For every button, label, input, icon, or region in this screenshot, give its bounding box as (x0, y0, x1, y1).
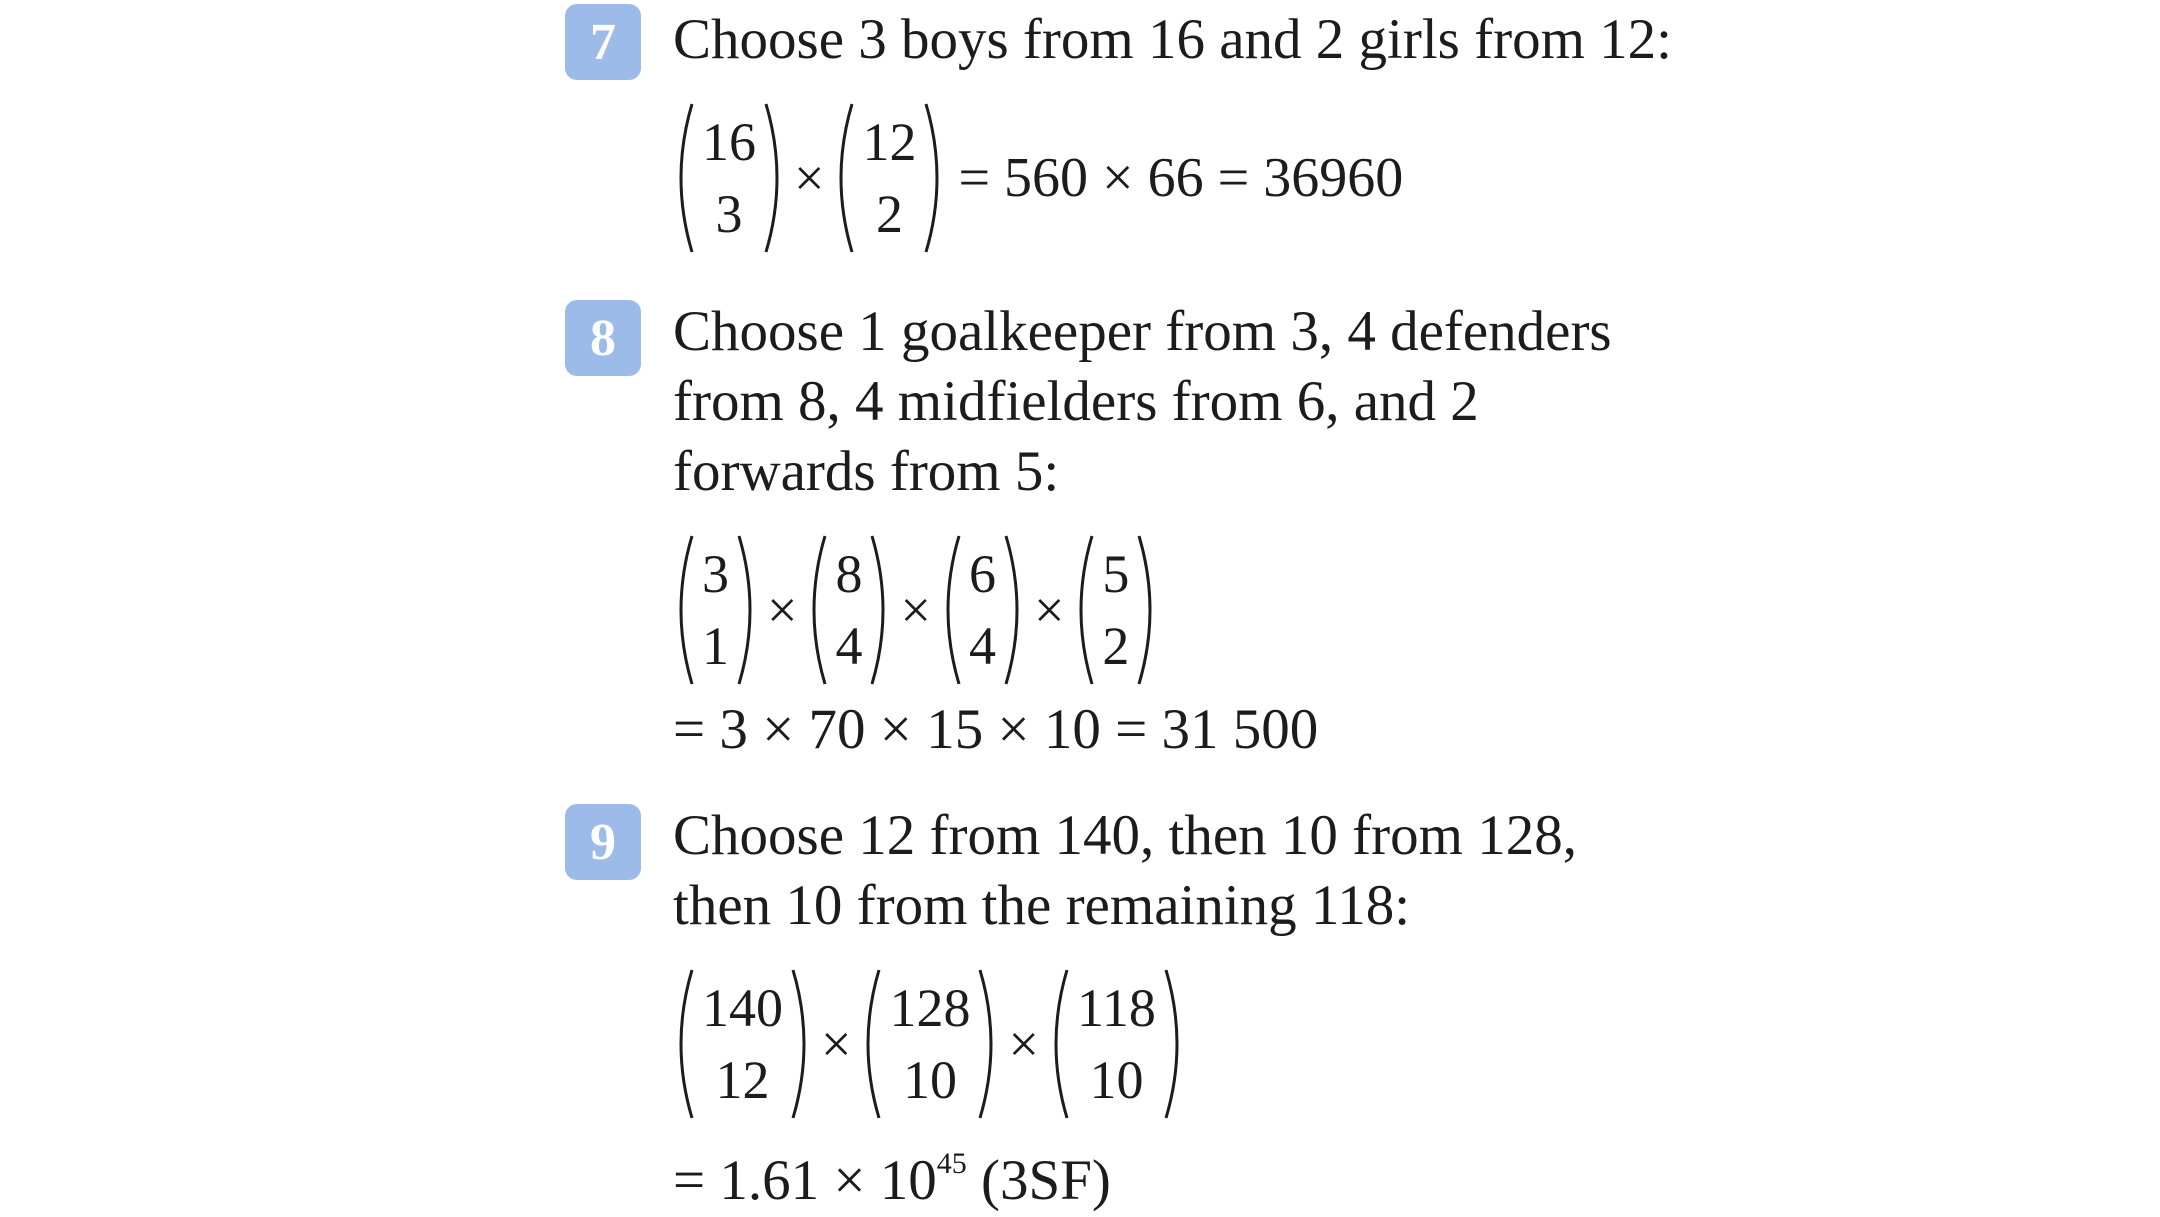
binomial-bottom: 2 (875, 184, 903, 244)
binomial-top: 3 (702, 544, 729, 604)
times-symbol: × (821, 1014, 852, 1074)
binomial (668, 100, 790, 256)
left-paren (668, 532, 696, 688)
problem-number-badge: 8 (565, 300, 641, 376)
binomial-top: 5 (1102, 544, 1130, 604)
binomial-top: 128 (889, 978, 971, 1038)
binomial-top: 8 (835, 544, 863, 604)
problem-number-badge: 9 (565, 804, 641, 880)
right-paren (868, 532, 896, 688)
right-paren (922, 100, 950, 256)
right-paren (1002, 532, 1030, 688)
times-symbol: × (767, 580, 798, 640)
binomial (828, 100, 950, 256)
left-paren (935, 532, 963, 688)
binomial-bottom: 12 (715, 1050, 770, 1110)
right-paren (976, 966, 1004, 1122)
problem-text: forwards from 5: (673, 440, 1060, 503)
binomial (1068, 532, 1163, 688)
left-paren (668, 100, 696, 256)
binomial (668, 532, 763, 688)
binomial-bottom: 4 (968, 616, 996, 676)
binomial-top: 12 (862, 112, 917, 172)
left-paren (1068, 532, 1096, 688)
problem-text: from 8, 4 midfielders from 6, and 2 (673, 370, 1479, 433)
binomial-bottom: 4 (835, 616, 863, 676)
binomial (1043, 966, 1190, 1122)
binomial-bottom: 2 (1102, 616, 1130, 676)
times-symbol: × (1033, 580, 1065, 640)
result-prefix: = 1.61 × 10 (673, 1149, 937, 1212)
binomial-top: 16 (702, 112, 756, 172)
binomial (668, 966, 817, 1122)
problem-text: Choose 3 boys from 16 and 2 girls from 12: (673, 8, 1673, 71)
right-paren (762, 100, 790, 256)
binomial-top: 140 (702, 978, 783, 1038)
left-paren (1043, 966, 1071, 1122)
times-symbol: × (900, 580, 931, 640)
inline-result: = 560 × 66 = 36960 (958, 147, 1404, 209)
result-exponent: 45 (936, 1147, 967, 1180)
left-paren (855, 966, 883, 1122)
problem-text: then 10 from the remaining 118: (673, 874, 1411, 937)
left-paren (828, 100, 856, 256)
left-paren (801, 532, 829, 688)
binomial (935, 532, 1030, 688)
right-paren (1135, 532, 1163, 688)
binomial-bottom: 3 (715, 184, 743, 244)
binomial (801, 532, 896, 688)
times-symbol: × (1008, 1014, 1039, 1074)
math-expression (668, 966, 1190, 1122)
binomial-bottom: 10 (1089, 1050, 1144, 1110)
math-expression (668, 532, 1163, 688)
times-symbol: × (794, 148, 825, 208)
right-paren (789, 966, 817, 1122)
binomial-bottom: 1 (702, 616, 729, 676)
problem-number-badge: 7 (565, 4, 641, 80)
result-suffix: (3SF) (966, 1149, 1111, 1212)
right-paren (1162, 966, 1190, 1122)
binomial-top: 6 (968, 544, 996, 604)
result-line (673, 1128, 1111, 1217)
problem-text: Choose 12 from 140, then 10 from 128, (673, 804, 1577, 867)
binomial-bottom: 10 (902, 1050, 957, 1110)
binomial (855, 966, 1004, 1122)
right-paren (735, 532, 763, 688)
result-line: = 3 × 70 × 15 × 10 = 31 500 (673, 698, 1319, 761)
problem-text: Choose 1 goalkeeper from 3, 4 defenders (673, 300, 1612, 363)
binomial-top: 118 (1076, 978, 1156, 1038)
left-paren (668, 966, 696, 1122)
math-expression (668, 100, 1403, 256)
